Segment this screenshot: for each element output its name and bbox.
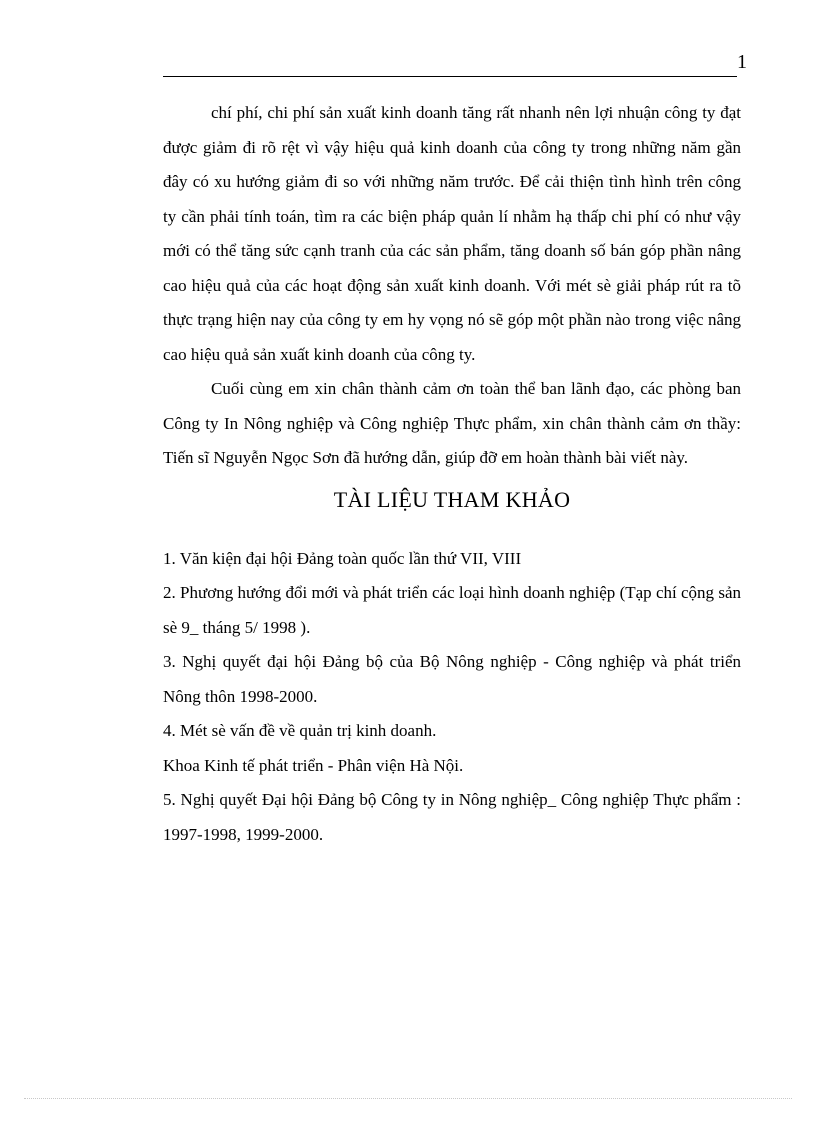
page-bottom-divider <box>24 1098 792 1099</box>
reference-item: 4. Mét sè vấn đề về quản trị kinh doanh. <box>163 721 437 740</box>
body-paragraph: chí phí, chi phí sản xuất kinh doanh tăng rất nhanh nên lợi nhuận công ty đạt được giảm đi rõ rệt vì vậy hiệu quả kinh doanh của công ty trong những năm gần đây có xu hướng giảm đi so với những năm trước. Để cải thiện tình hình trên công ty cần phải tính toán, tìm ra các biện pháp quản lí nhằm hạ thấp chi phí có như vậy mới có thể tăng sức cạnh tranh của các sản phẩm, tăng doanh số bán góp phần nâng cao hiệu quả của các hoạt động sản xuất kinh doanh. Với mét sè giải pháp rút ra tõ thực trạng hiện nay của công ty em hy vọng nó sẽ góp một phần nào trong việc nâng cao hiệu quả sản xuất kinh doanh của công ty. <box>163 103 741 364</box>
reference-item: 2. Phương hướng đổi mới và phát triển các loại hình doanh nghiệp (Tạp chí cộng sản sè 9_ tháng 5/ 1998 ). <box>163 583 741 637</box>
document-body <box>163 96 741 852</box>
reference-item: 5. Nghị quyết Đại hội Đảng bộ Công ty in Nông nghiệp_ Công nghiệp Thực phẩm : 1997-1998, 1999-2000. <box>163 790 741 844</box>
reference-item: 3. Nghị quyết đại hội Đảng bộ của Bộ Nông nghiệp - Công nghiệp và phát triển Nông thôn 1998-2000. <box>163 652 741 706</box>
reference-item: Khoa Kinh tế phát triển - Phân viện Hà Nội. <box>163 755 464 775</box>
body-paragraph: Cuối cùng em xin chân thành cảm ơn toàn thể ban lãnh đạo, các phòng ban Công ty In Nông nghiệp và Công nghiệp Thực phẩm, xin chân thành cảm ơn thầy: Tiến sĩ Nguyễn Ngọc Sơn đã hướng dẫn, giúp đỡ em hoàn thành bài viết này. <box>163 379 741 467</box>
references-heading: TÀI LIỆU THAM KHẢO <box>333 486 571 512</box>
header-rule <box>163 76 737 77</box>
reference-item: 1. Văn kiện đại hội Đảng toàn quốc lần thứ VII, VIII <box>163 548 522 568</box>
references-list <box>163 542 741 853</box>
page-number: 1 <box>737 51 747 73</box>
